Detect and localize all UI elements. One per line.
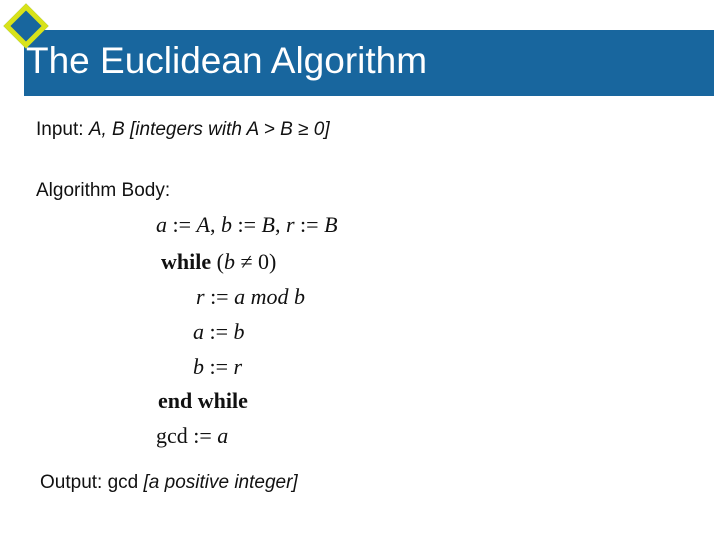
- var-a: a: [217, 423, 229, 448]
- var-B: B: [261, 212, 275, 237]
- var-r: r: [196, 284, 205, 309]
- output-line: [40, 472, 298, 494]
- var-b: b: [293, 284, 305, 309]
- keyword-while: while: [161, 249, 212, 274]
- comma: ,: [209, 212, 221, 237]
- assign-op: :=: [294, 212, 325, 237]
- algo-line-while: [161, 249, 276, 275]
- output-spec: [a positive integer]: [143, 472, 298, 493]
- var-r: r: [285, 212, 295, 237]
- paren-open: (: [211, 249, 224, 274]
- var-b: b: [220, 212, 232, 237]
- assign-op: :=: [204, 354, 234, 379]
- algo-line-assign-a: [193, 319, 245, 345]
- assign-op: :=: [204, 284, 235, 309]
- algo-line-mod: [196, 284, 305, 310]
- slide-title: The Euclidean Algorithm: [26, 40, 428, 81]
- gcd-label: gcd: [156, 423, 188, 448]
- input-spec: A, B [integers with A > B ≥ 0]: [88, 119, 330, 140]
- assign-op: :=: [187, 423, 218, 448]
- algorithm-body-label: Algorithm Body:: [36, 180, 171, 201]
- var-a: a: [193, 319, 204, 344]
- algo-line-end-while: [158, 388, 248, 414]
- var-b: b: [233, 319, 245, 344]
- input-line: [36, 119, 330, 141]
- var-b: b: [193, 354, 204, 379]
- var-b: b: [223, 249, 235, 274]
- keyword-end-while: end while: [158, 388, 248, 413]
- mod-operator: mod: [245, 284, 294, 309]
- var-a: a: [234, 284, 246, 309]
- var-a: a: [156, 212, 167, 237]
- condition-neq-zero: ≠ 0): [234, 249, 277, 274]
- assign-op: :=: [204, 319, 234, 344]
- output-label: Output: gcd: [40, 472, 144, 493]
- assign-op: :=: [167, 212, 197, 237]
- assign-op: :=: [231, 212, 262, 237]
- algo-line-init: [156, 212, 338, 238]
- input-label: Input:: [36, 119, 89, 140]
- algo-line-assign-b: [193, 354, 242, 380]
- comma: ,: [274, 212, 286, 237]
- var-B: B: [324, 212, 338, 237]
- var-A: A: [196, 212, 210, 237]
- algo-line-gcd: [156, 423, 228, 449]
- var-r: r: [233, 354, 243, 379]
